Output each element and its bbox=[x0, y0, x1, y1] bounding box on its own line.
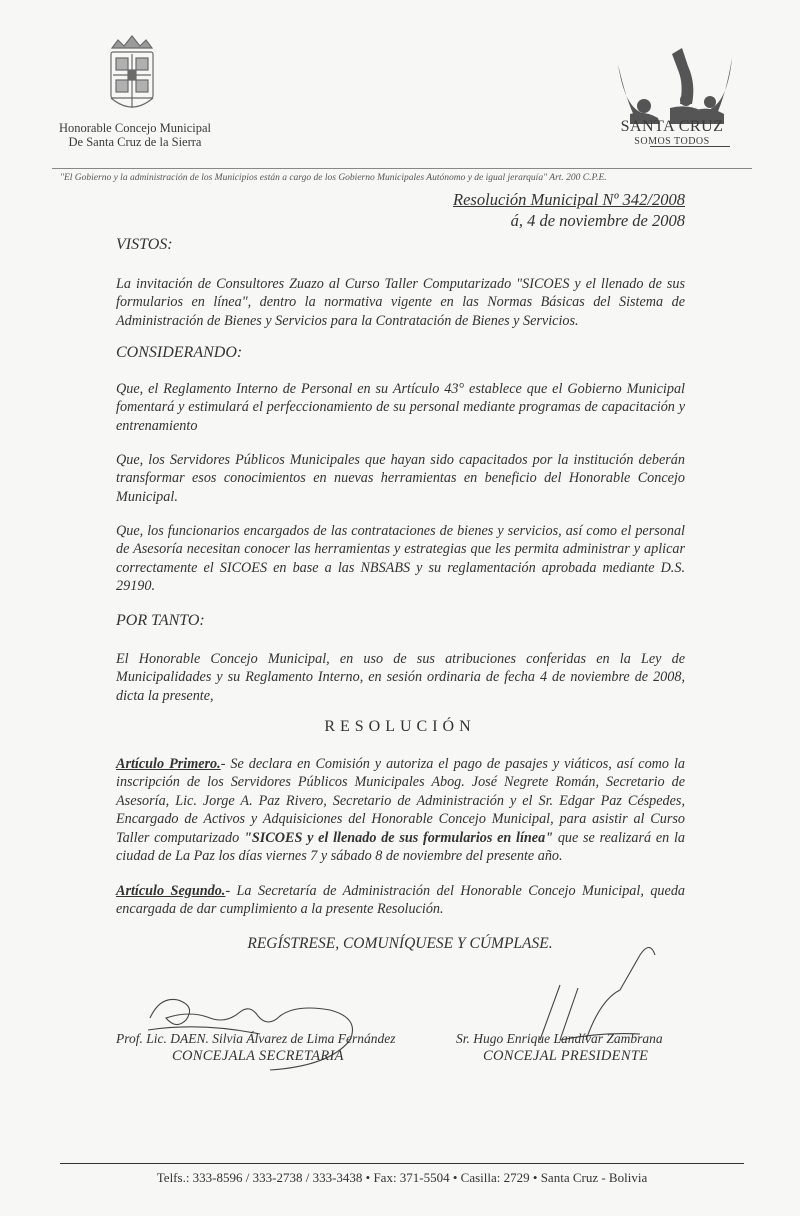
vistos-heading: VISTOS: bbox=[116, 236, 173, 253]
footer-divider bbox=[60, 1163, 744, 1164]
municipal-crest-icon bbox=[104, 32, 160, 118]
closing-formula: REGÍSTRESE, COMUNÍQUESE Y CÚMPLASE. bbox=[247, 935, 553, 952]
footer-contact: Telfs.: 333-8596 / 333-2738 / 333-3438 • Fax: 371-5504 • Casilla: 2729 • Santa Cruz - Bolivia bbox=[156, 1170, 648, 1185]
quote-divider bbox=[52, 168, 752, 169]
considerando-paragraph-2: Que, los Servidores Públicos Municipales que hayan sido capacitados por la institución deberán transformar esos conocimientos en nuevas herramientas en beneficio del Honorable Concejo Municipal. bbox=[116, 452, 685, 505]
santa-cruz-logo-icon bbox=[600, 44, 750, 174]
considerando-paragraph-3: Que, los funcionarios encargados de las contrataciones de bienes y servicios, así como el personal de Asesoría necesitan conocer las herramientas y estrategias que les permita administrar y aplicar correctamente el SICOES en base a las NBSABS y su reglamentación aprobada mediante D.S. 29190. bbox=[116, 523, 685, 595]
council-name bbox=[40, 121, 230, 149]
logo-title: SANTA CRUZ bbox=[620, 118, 724, 135]
considerando-heading: CONSIDERANDO: bbox=[116, 344, 243, 361]
article-primero-course: "SICOES y el llenado de sus formularios en línea" bbox=[244, 829, 554, 846]
article-segundo bbox=[116, 882, 685, 919]
council-line-2: De Santa Cruz de la Sierra bbox=[68, 135, 202, 149]
por-tanto-text: El Honorable Concejo Municipal, en uso de sus atribuciones conferidas en la Ley de Municipalidades y su Reglamento Interno, en sesión ordinaria de fecha 4 de noviembre de 2008, dicta la presente, bbox=[116, 651, 685, 704]
article-primero bbox=[116, 755, 685, 865]
right-signatory-role: CONCEJAL PRESIDENTE bbox=[483, 1048, 649, 1064]
right-signature-icon bbox=[540, 948, 655, 1041]
resolution-date: á, 4 de noviembre de 2008 bbox=[510, 211, 685, 230]
resolution-number: Resolución Municipal Nº 342/2008 bbox=[453, 190, 685, 209]
article-primero-text-b: que se realizará en la ciudad de La Paz los días viernes 7 y sábado 8 de noviembre del presente año. bbox=[116, 829, 685, 865]
considerando-paragraph-1: Que, el Reglamento Interno de Personal en su Artículo 43° establece que el Gobierno Municipal fomentará y estimulará el perfeccionamiento de su personal mediante programas de capacitación y entrenamiento bbox=[116, 381, 685, 434]
right-signatory-name: Sr. Hugo Enrique Landívar Zambrana bbox=[456, 1031, 663, 1046]
left-signatory-name: Prof. Lic. DAEN. Silvia Álvarez de Lima Fernández bbox=[116, 1031, 396, 1046]
resolucion-heading: RESOLUCIÓN bbox=[324, 718, 476, 735]
vistos-text: La invitación de Consultores Zuazo al Curso Taller Computarizado "SICOES y el llenado de sus formularios en línea", dentro la normativa vigente en las Normas Básicas del Sistema de Administración de Bienes y Servicios para la Contratación de Bienes y Servicios. bbox=[116, 276, 685, 329]
logo-subtitle: SOMOS TODOS bbox=[634, 136, 710, 147]
constitution-quote: "El Gobierno y la administración de los Municipios están a cargo de los Gobierno Municipales Autónomo y de igual jerarquía" Art. 200 C.P.E. bbox=[60, 173, 607, 183]
por-tanto-heading: POR TANTO: bbox=[116, 612, 205, 629]
article-primero-text-a: - Se declara en Comisión y autoriza el pago de pasajes y viáticos, así como la inscripción de los Servidores Públicos Municipales Abog. José Negrete Román, Secretario de Asesoría, Lic. Jorge A. Paz Rivero, Secretario de Administración y el Sr. Edgar Paz Céspedes, Encargado de Activos y Adquisiciones del Honorable Concejo Municipal, para asistir al Curso Taller computarizado bbox=[116, 756, 686, 846]
left-signatory-role: CONCEJALA SECRETARIA bbox=[172, 1048, 344, 1064]
article-segundo-text: - La Secretaría de Administración del Honorable Concejo Municipal, queda encargada de dar cumplimiento a la presente Resolución. bbox=[116, 883, 686, 918]
council-line-1: Honorable Concejo Municipal bbox=[58, 121, 212, 135]
article-primero-label: Artículo Primero. bbox=[116, 756, 221, 772]
article-segundo-label: Artículo Segundo. bbox=[116, 883, 226, 899]
